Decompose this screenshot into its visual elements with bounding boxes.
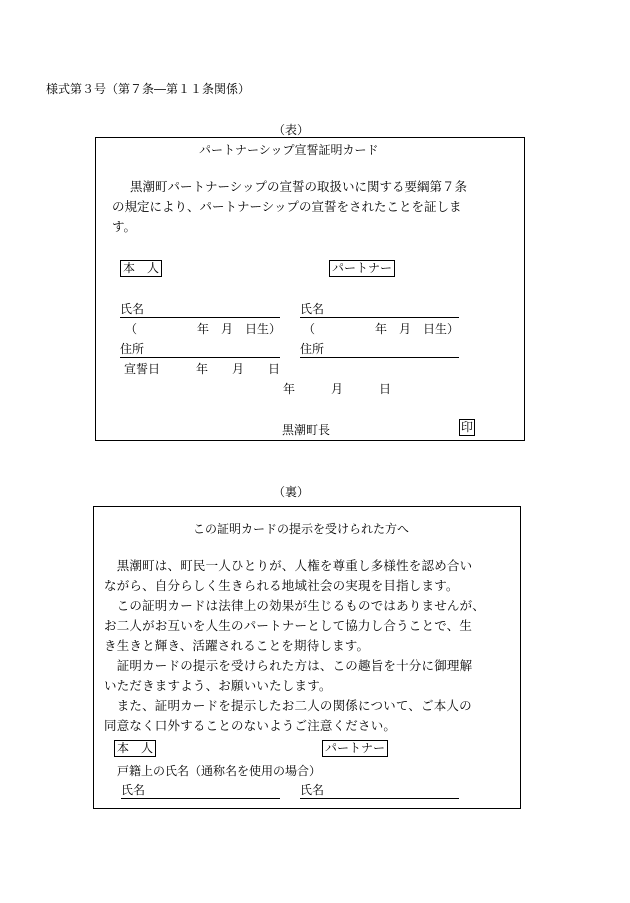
front-self-birth: （ 年 月 日生）: [125, 322, 282, 336]
front-body-line: 黒潮町パートナーシップの宣誓の取扱いに関する要綱第７条: [130, 179, 468, 194]
form-number: 様式第３号（第７条―第１１条関係）: [46, 82, 251, 96]
back-body-line: また、証明カードを提示したお二人の関係について、ご本人の: [104, 698, 472, 713]
front-self-name-field: [120, 300, 280, 318]
back-body-line: 同意なく口外することのないようご注意ください。: [104, 718, 397, 733]
back-body-text: [104, 556, 485, 736]
front-self-name-label: 氏名: [120, 302, 145, 316]
back-card-title: この証明カードの提示を受けられた方へ: [193, 522, 410, 536]
back-self-label: 本 人: [114, 740, 156, 757]
front-self-label: 本 人: [120, 260, 162, 277]
front-body-line: の規定により、パートナーシップの宣誓をされたことを証しま: [112, 199, 462, 214]
back-partner-name-label: 氏名: [300, 783, 325, 797]
front-partner-name-label: 氏名: [300, 302, 325, 316]
back-partner-name-field: [300, 781, 459, 799]
back-body-line: 証明カードの提示を受けられた方は、この趣旨を十分に御理解: [104, 658, 473, 673]
front-partner-address-field: [300, 340, 459, 358]
front-partner-name-field: [300, 300, 459, 318]
front-side-label: （表）: [273, 123, 310, 137]
oath-date: 宣誓日 年 月 日: [124, 362, 281, 376]
front-partner-address-label: 住所: [300, 342, 325, 356]
back-body-line: 黒潮町は、町民一人ひとりが、人権を尊重し多様性を認め合い: [104, 558, 473, 573]
mayor-title: 黒潮町長: [282, 423, 331, 437]
issue-date: 年 月 日: [283, 382, 392, 396]
front-body-text: [112, 177, 467, 237]
back-self-name-label: 氏名: [121, 783, 146, 797]
back-side-label: （裏）: [273, 485, 310, 499]
back-partner-label: パートナー: [322, 740, 388, 757]
seal-mark: 印: [461, 420, 474, 434]
front-body-line: す。: [112, 219, 137, 234]
back-body-line: き生きと輝き、活躍されることを期待します。: [104, 638, 370, 653]
back-body-line: ながら、自分らしく生きられる地域社会の実現を目指します。: [104, 578, 459, 593]
back-body-line: お二人がお互いを人生のパートナーとして協力し合うことで、生: [104, 618, 473, 633]
front-card-title: パートナーシップ宣誓証明カード: [199, 143, 379, 157]
back-body-line: いただきますよう、お願いいたします。: [104, 678, 332, 693]
front-partner-birth: （ 年 月 日生）: [303, 322, 460, 336]
back-body-line: この証明カードは法律上の効果が生じるものではありませんが、: [104, 598, 486, 613]
front-partner-label: パートナー: [329, 260, 395, 277]
front-self-address-label: 住所: [120, 342, 145, 356]
front-self-address-field: [120, 340, 280, 358]
back-self-name-field: [121, 781, 280, 799]
registry-name-note: 戸籍上の氏名（通称名を使用の場合）: [117, 764, 322, 778]
